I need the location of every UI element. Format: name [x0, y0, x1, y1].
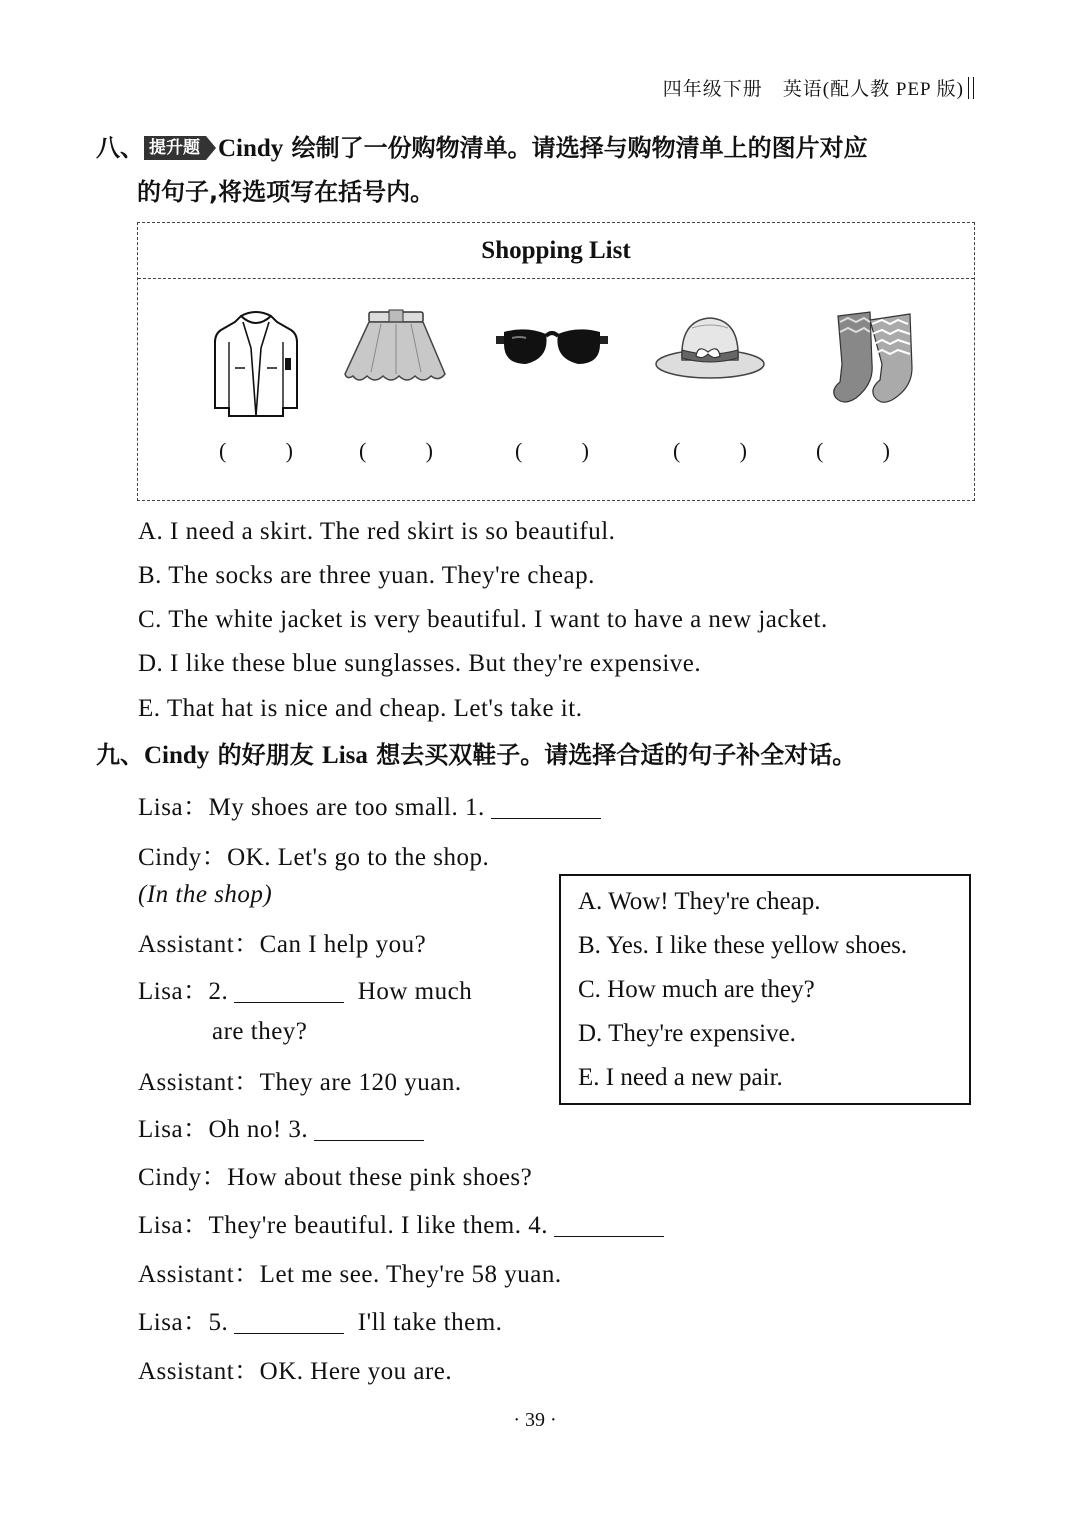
section8-option-d: D. I like these blue sunglasses. But they're expensive.	[138, 650, 702, 677]
section8-option-e: E. That hat is nice and cheap. Let's take it.	[138, 695, 583, 722]
answer-paren-5[interactable]: ( )	[816, 438, 890, 463]
hat-icon	[652, 308, 768, 388]
dialogue-scene: (In the shop)	[138, 881, 273, 908]
shopping-list-title: Shopping List	[138, 223, 974, 279]
answer-blank-5[interactable]	[234, 1311, 344, 1334]
header-divider	[968, 77, 974, 99]
page-number: · 39 ·	[513, 1409, 557, 1431]
hat-item	[645, 308, 775, 388]
section9-options-box	[559, 874, 971, 1105]
socks-icon	[826, 308, 926, 408]
section8-option-c: C. The white jacket is very beautiful. I want to have a new jacket.	[138, 606, 828, 633]
dialogue-line-2: Cindy：OK. Let's go to the shop.	[138, 844, 490, 871]
section9-mid: 的好朋友	[209, 741, 323, 769]
section9-option-a: A. Wow! They're cheap.	[578, 888, 821, 915]
section9-name1: Cindy	[144, 742, 210, 769]
dialogue-line-7: Assistant：They are 120 yuan.	[138, 1069, 462, 1096]
jacket-item	[191, 308, 321, 418]
answer-blank-1[interactable]	[491, 796, 601, 819]
skirt-icon	[341, 308, 451, 388]
section8-title-line2: 的句子,将选项写在括号内。	[137, 178, 435, 206]
answer-paren-1[interactable]: ( )	[219, 438, 293, 463]
dialogue-line-4: Assistant：Can I help you?	[138, 931, 427, 958]
skirt-item	[331, 308, 461, 388]
dialogue-line-11: Assistant：Let me see. They're 58 yuan.	[138, 1261, 562, 1288]
page-header	[663, 74, 974, 101]
sunglasses-item	[487, 308, 617, 378]
section9-title-rest: 想去买双鞋子。请选择合适的句子补全对话。	[367, 741, 857, 769]
answer-paren-4[interactable]: ( )	[673, 438, 747, 463]
answer-blank-2[interactable]	[234, 980, 344, 1003]
jacket-icon	[211, 308, 301, 418]
section8-title	[96, 126, 868, 171]
header-text: 四年级下册 英语(配人教 PEP 版)	[662, 79, 964, 100]
section9-option-d: D. They're expensive.	[578, 1020, 796, 1047]
sunglasses-icon	[494, 308, 610, 378]
section9-option-b: B. Yes. I like these yellow shoes.	[578, 932, 908, 959]
dialogue-line-5: Lisa：2. How much	[138, 978, 473, 1005]
socks-item	[811, 308, 941, 408]
section9-number: 九、	[96, 741, 144, 769]
section9-option-e: E. I need a new pair.	[578, 1064, 783, 1091]
answer-blank-3[interactable]	[314, 1118, 424, 1141]
section9-option-c: C. How much are they?	[578, 976, 815, 1003]
dialogue-line-12: Lisa：5. I'll take them.	[138, 1309, 503, 1336]
dialogue-line-10: Lisa：They're beautiful. I like them. 4.	[138, 1205, 664, 1241]
section8-title-rest: 绘制了一份购物清单。请选择与购物清单上的图片对应	[283, 134, 868, 162]
answer-paren-2[interactable]: ( )	[359, 438, 433, 463]
section8-name: Cindy	[218, 135, 284, 162]
difficulty-badge: 提升题	[144, 136, 206, 160]
section9-name2: Lisa	[322, 742, 368, 769]
dialogue-line-13: Assistant：OK. Here you are.	[138, 1358, 453, 1385]
section8-option-b: B. The socks are three yuan. They're cheap.	[138, 562, 595, 589]
section9-title	[96, 733, 856, 778]
dialogue-line-9: Cindy：How about these pink shoes?	[138, 1164, 533, 1191]
answer-paren-3[interactable]: ( )	[515, 438, 589, 463]
section8-option-a: A. I need a skirt. The red skirt is so beautiful.	[138, 518, 616, 545]
dialogue-line-6: are they?	[212, 1018, 308, 1045]
answer-blank-4[interactable]	[554, 1214, 664, 1237]
dialogue-line-1: Lisa：My shoes are too small. 1.	[138, 787, 601, 823]
shopping-list-box	[137, 222, 975, 501]
dialogue-line-8: Lisa：Oh no! 3.	[138, 1109, 424, 1145]
section8-number: 八、	[96, 134, 144, 162]
